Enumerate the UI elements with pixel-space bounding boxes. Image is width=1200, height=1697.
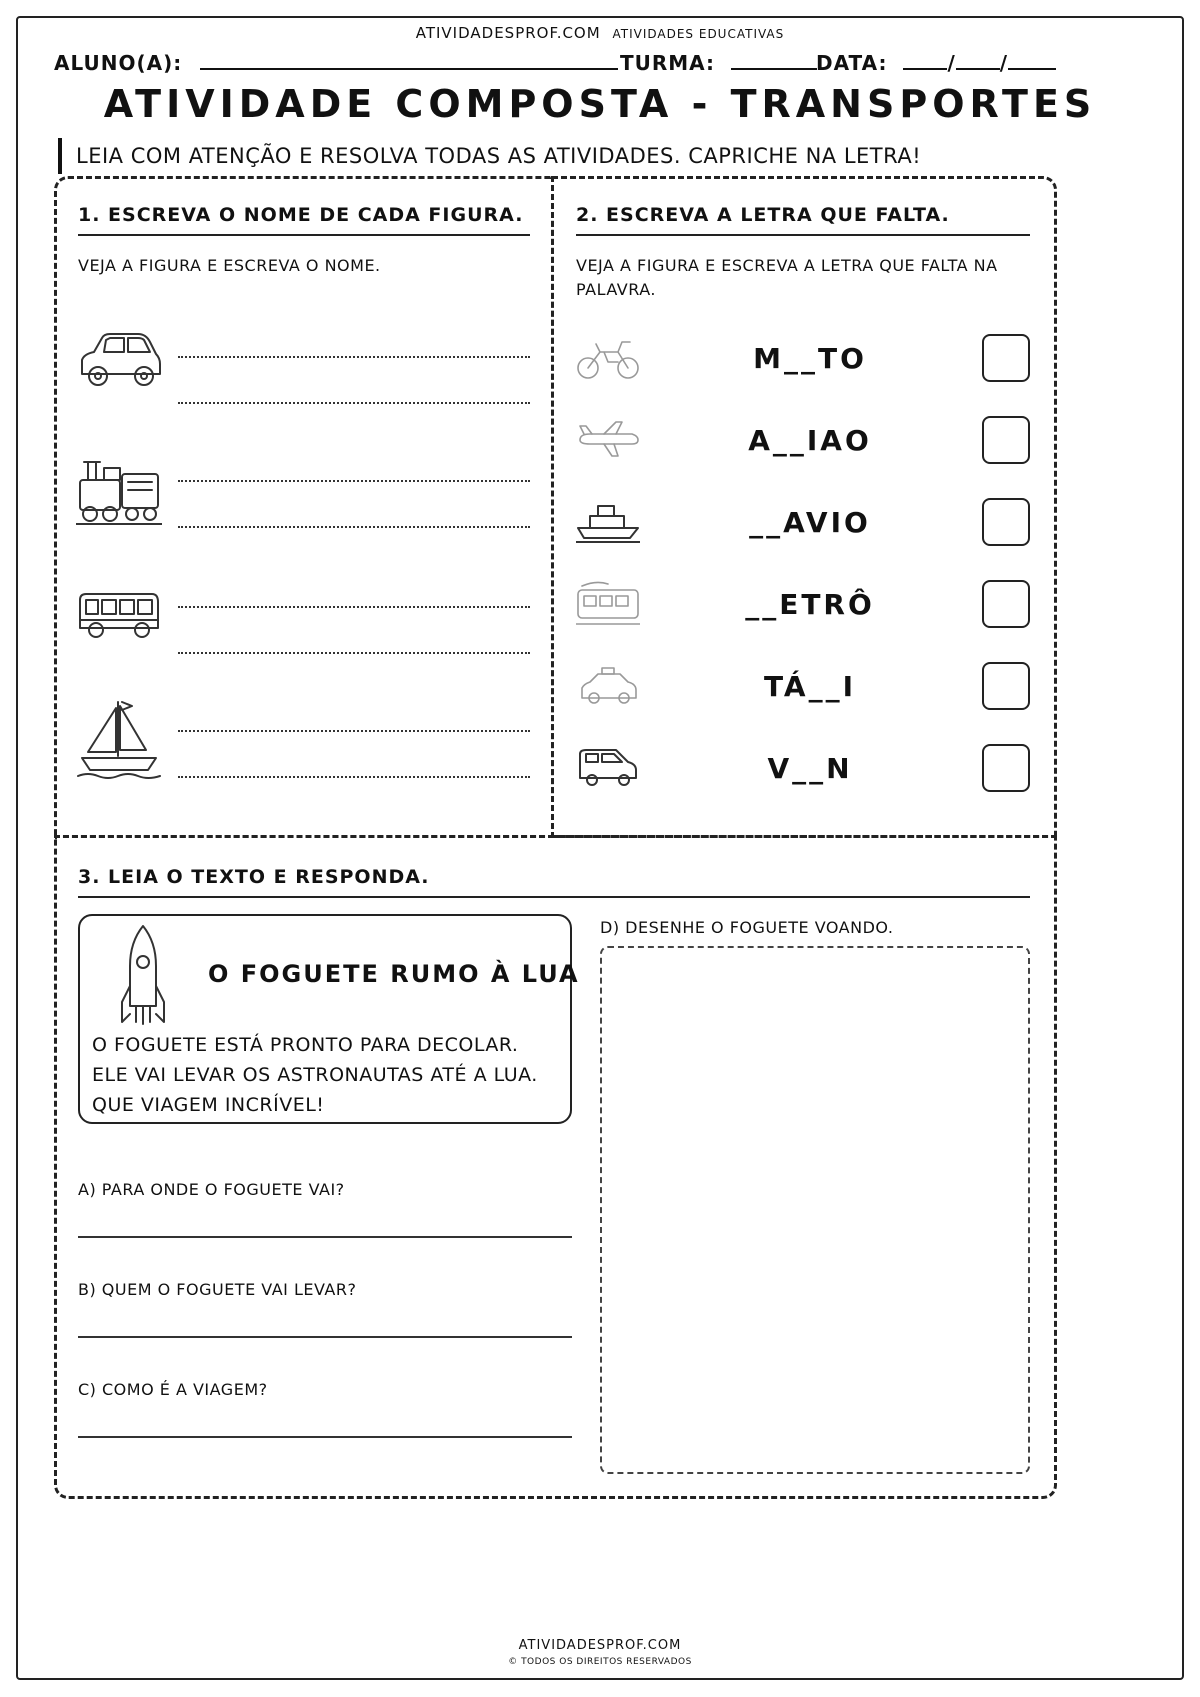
section3-title: 3. LEIA O TEXTO E RESPONDA. — [78, 866, 430, 888]
answer-line[interactable] — [178, 776, 530, 778]
word-navio: __AVIO — [749, 506, 871, 539]
letter-box[interactable] — [982, 334, 1030, 382]
section3-rule — [78, 896, 1030, 898]
question-b: B) QUEM O FOGUETE VAI LEVAR? — [78, 1280, 357, 1299]
ship-icon — [576, 500, 640, 544]
drawing-area[interactable] — [600, 946, 1030, 1474]
letter-box[interactable] — [982, 662, 1030, 710]
aluno-label: ALUNO(A): — [54, 51, 183, 75]
letter-box[interactable] — [982, 744, 1030, 792]
story-title: O FOGUETE RUMO À LUA — [208, 960, 580, 988]
word-taxi: TÁ__I — [763, 670, 856, 703]
turma-row — [620, 50, 817, 75]
airplane-icon — [576, 420, 640, 460]
motorcycle-icon — [576, 334, 640, 382]
story-text: O FOGUETE ESTÁ PRONTO PARA DECOLAR. ELE VAI LEVAR OS ASTRONAUTAS ATÉ A LUA. QUE VIAGEM INCRÍVEL! — [92, 1034, 538, 1116]
answer-line-b[interactable] — [78, 1336, 572, 1338]
turma-field[interactable] — [731, 50, 817, 70]
metro-icon — [576, 580, 640, 628]
taxi-icon — [576, 664, 640, 708]
student-name-row — [54, 50, 618, 75]
car-icon — [76, 330, 162, 394]
page-title: ATIVIDADE COMPOSTA - TRANSPORTES — [103, 82, 1097, 126]
answer-line[interactable] — [178, 652, 530, 654]
footer-rights: © TODOS OS DIREITOS RESERVADOS — [508, 1657, 692, 1667]
site-header — [0, 24, 1200, 42]
site-name: ATIVIDADESPROF.COM — [415, 24, 601, 42]
question-c: C) COMO É A VIAGEM? — [78, 1380, 268, 1399]
date-row: DATA: / / — [816, 50, 1056, 75]
answer-line-c[interactable] — [78, 1436, 572, 1438]
site-subtitle: ATIVIDADES EDUCATIVAS — [612, 27, 785, 41]
letter-box[interactable] — [982, 580, 1030, 628]
word-moto: M__TO — [753, 342, 867, 375]
answer-line-a[interactable] — [78, 1236, 572, 1238]
question-a: A) PARA ONDE O FOGUETE VAI? — [78, 1180, 345, 1199]
van-icon — [576, 746, 640, 790]
bus-icon — [76, 590, 162, 640]
section2-subtitle: VEJA A FIGURA E ESCREVA A LETRA QUE FALTA NA PALAVRA. — [576, 256, 998, 299]
section1-title: 1. ESCREVA O NOME DE CADA FIGURA. — [78, 204, 524, 226]
data-label: DATA: — [816, 51, 888, 75]
day-field[interactable] — [903, 50, 947, 70]
answer-line[interactable] — [178, 402, 530, 404]
answer-line[interactable] — [178, 356, 530, 358]
answer-line[interactable] — [178, 480, 530, 482]
section2-rule — [576, 234, 1030, 236]
word-aviao: A__IAO — [748, 424, 872, 457]
letter-box[interactable] — [982, 416, 1030, 464]
rocket-icon — [118, 922, 168, 1028]
answer-line[interactable] — [178, 730, 530, 732]
section2-title: 2. ESCREVA A LETRA QUE FALTA. — [576, 204, 950, 226]
instruction: LEIA COM ATENÇÃO E RESOLVA TODAS AS ATIVIDADES. CAPRICHE NA LETRA! — [58, 138, 1076, 174]
year-field[interactable] — [1008, 50, 1056, 70]
turma-label: TURMA: — [620, 51, 716, 75]
letter-box[interactable] — [982, 498, 1030, 546]
section1-subtitle: VEJA A FIGURA E ESCREVA O NOME. — [78, 256, 381, 275]
answer-line[interactable] — [178, 526, 530, 528]
footer-site: ATIVIDADESPROF.COM — [518, 1638, 682, 1653]
train-icon — [76, 454, 162, 528]
section1-rule — [78, 234, 530, 236]
question-d: D) DESENHE O FOGUETE VOANDO. — [600, 918, 894, 937]
answer-line[interactable] — [178, 606, 530, 608]
month-field[interactable] — [956, 50, 1000, 70]
aluno-field[interactable] — [200, 50, 618, 70]
sailboat-icon — [76, 698, 162, 782]
word-metro: __ETRÔ — [745, 588, 875, 621]
word-van: V__N — [767, 752, 853, 785]
